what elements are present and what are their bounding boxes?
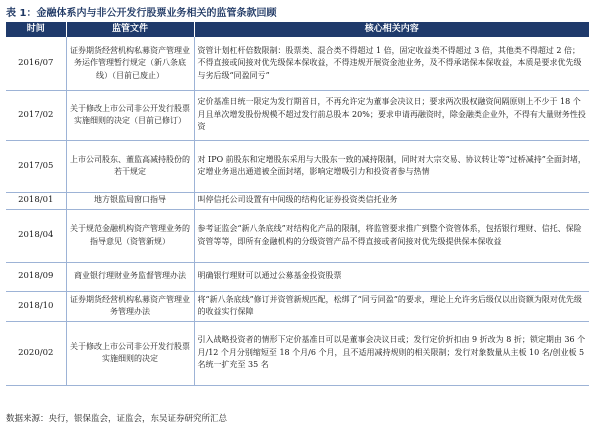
row-content: 资管计划杠杆倍数限制：股票类、混合类不得超过 1 倍，固定收益类不得超过 3 倍，其他类不得超过 2 倍；不得直接或间接对优先级保本保收益，不得违规开展资金池业务，及不得承诺保本保收益，本质是要求优先级与劣后级“同盈同亏” <box>194 37 589 90</box>
row-time: 2018/09 <box>6 262 66 291</box>
table-title: 表 1：金融体系内与非公开发行股票业务相关的监管条款回顾 <box>6 8 277 19</box>
row-doc: 上市公司股东、董监高减持股份的若干规定 <box>66 140 194 192</box>
table-row <box>6 291 589 321</box>
row-content: 参考证监会“新八条底线”对结构化产品的限制，将监管要求推广到整个资管体系，包括银行理财、信托、保险资管等等，即所有金融机构的分级资管产品不得直接或者间接对优先级提供保本保收益 <box>194 209 589 262</box>
regulation-table <box>6 22 589 386</box>
table-header-row <box>6 22 589 37</box>
row-doc: 地方银监局窗口指导 <box>66 192 194 209</box>
row-content: 引入战略投资者的情形下定价基准日可以是董事会决议日或；发行定价折扣由 9 折改为 8 折；锁定期由 36 个月/12 个月分别缩短至 18 个月/6 个月，且不适用减持规则的相关限制；发行对象数量从主板 10 名/创业板 5 名统一扩充至 35 名 <box>194 321 589 385</box>
table-row <box>6 321 589 385</box>
table-row <box>6 140 589 192</box>
row-doc: 关于修改上市公司非公开发行股票实施细则的决定（目前已修订） <box>66 90 194 140</box>
row-doc: 关于修改上市公司非公开发行股票实施细则的决定 <box>66 321 194 385</box>
row-content: 定价基准日统一限定为发行期首日，不再允许定为董事会决议日；要求两次股权融资间隔原则上不少于 18 个月且单次增发股份规模不超过发行前总股本 20%；要求申请再融资时，除金融类企业外，不得有大量财务性投资 <box>194 90 589 140</box>
header-doc: 监管文件 <box>66 22 194 37</box>
row-time: 2018/01 <box>6 192 66 209</box>
row-time: 2017/05 <box>6 140 66 192</box>
header-time: 时间 <box>6 22 66 37</box>
row-time: 2017/02 <box>6 90 66 140</box>
data-source-note: 数据来源：央行，银保监会，证监会，东吴证券研究所汇总 <box>6 414 228 424</box>
row-time: 2018/10 <box>6 291 66 321</box>
row-time: 2016/07 <box>6 37 66 90</box>
row-content: 对 IPO 前股东和定增股东采用与大股东一致的减持限制，同时对大宗交易、协议转让等“过桥减持”全面封堵，定增业务退出通道被全面封堵，影响定增吸引力和投资者参与热情 <box>194 140 589 192</box>
row-content: 叫停信托公司设置有中间级的结构化证券投资类信托业务 <box>194 192 589 209</box>
header-content: 核心相关内容 <box>194 22 589 37</box>
row-time: 2020/02 <box>6 321 66 385</box>
table-row <box>6 209 589 262</box>
table-row <box>6 192 589 209</box>
row-doc: 商业银行理财业务监督管理办法 <box>66 262 194 291</box>
table-row <box>6 90 589 140</box>
row-content: 明确银行理财可以通过公募基金投资股票 <box>194 262 589 291</box>
table-row <box>6 37 589 90</box>
row-time: 2018/04 <box>6 209 66 262</box>
row-doc: 关于规范金融机构资产管理业务的指导意见（资管新规） <box>66 209 194 262</box>
row-doc: 证券期货经营机构私募资产管理业务运作管理暂行规定（新八条底线）（目前已废止） <box>66 37 194 90</box>
row-doc: 证券期货经营机构私募资产管理业务管理办法 <box>66 291 194 321</box>
row-content: 将“新八条底线”修订并资管新规匹配，松绑了“同亏同盈”的要求，理论上允许劣后级仅以出资额为限对优先级的收益实行保障 <box>194 291 589 321</box>
table-row <box>6 262 589 291</box>
